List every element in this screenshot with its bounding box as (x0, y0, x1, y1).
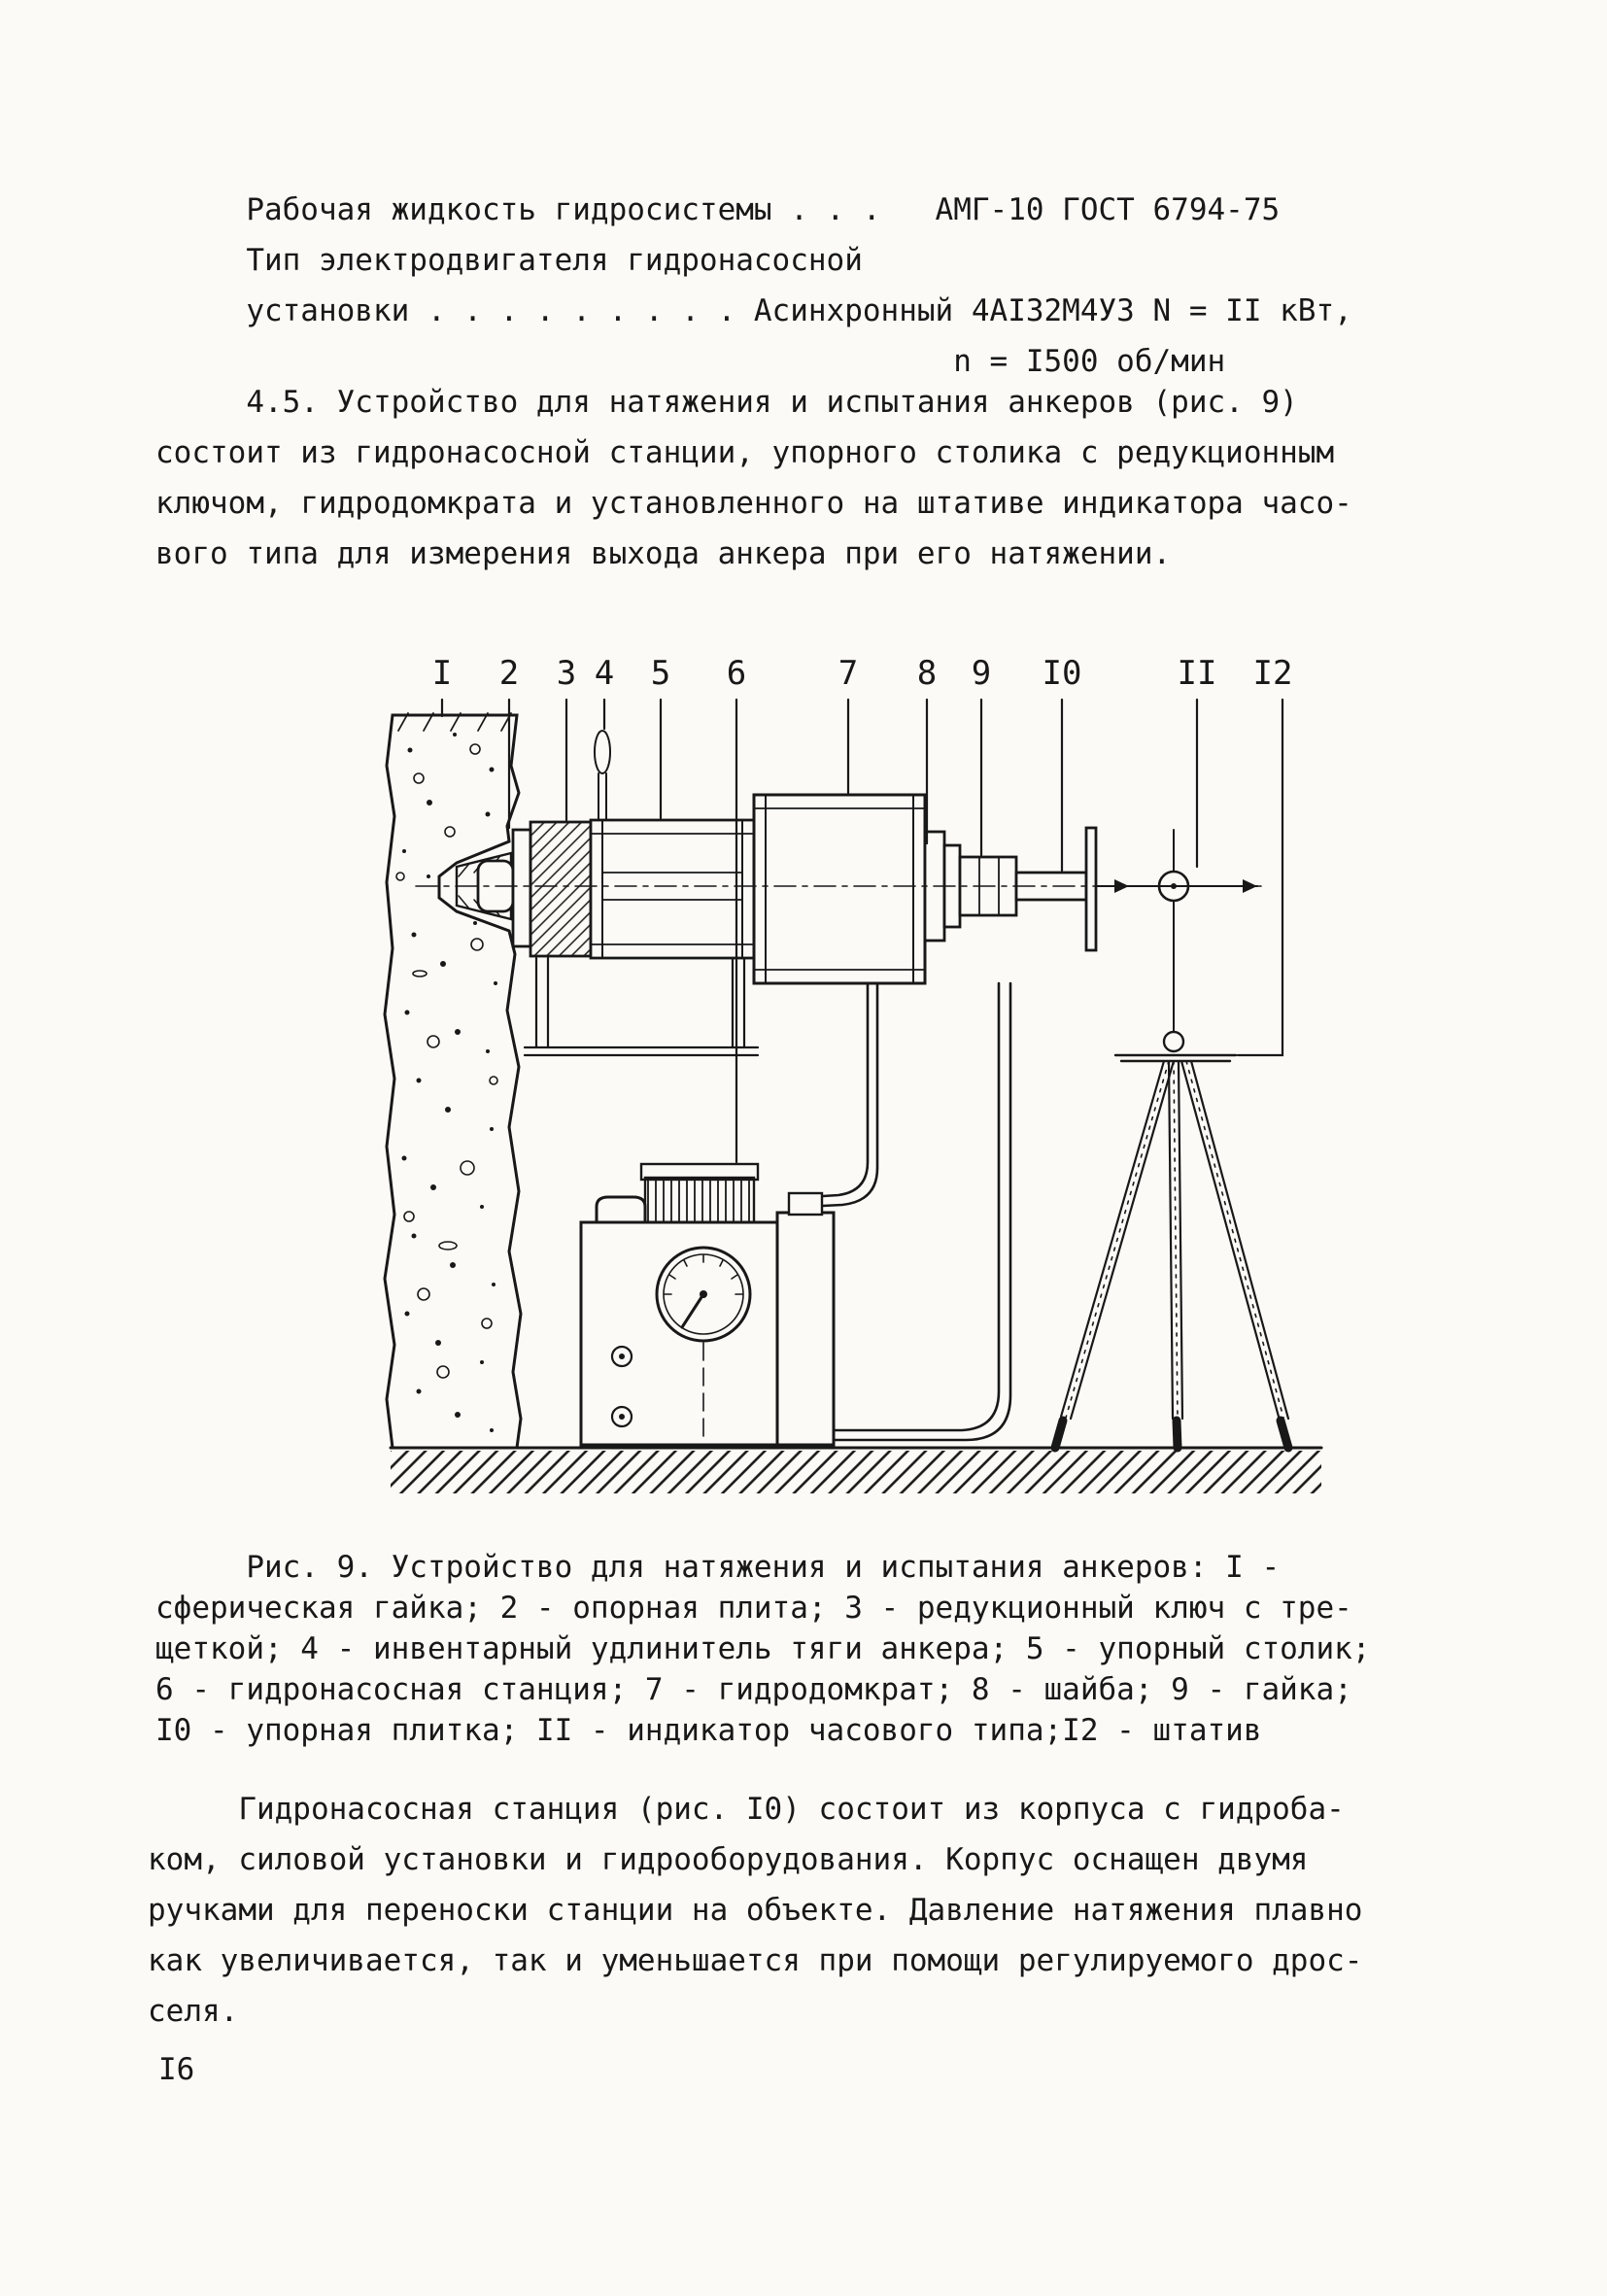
text-line: Рабочая жидкость гидросистемы . . . АМГ-10 ГОСТ 6794-75 (155, 192, 1281, 227)
thrust-plate (1086, 828, 1096, 950)
hydraulic-jack (754, 795, 944, 983)
callout-1: I (431, 654, 453, 693)
reduction-wrench (530, 822, 591, 956)
text-line: установки . . . . . . . . . Асинхронный 4АI32М4УЗ N = II кВт, (155, 293, 1352, 328)
text-line: ручками для переноски станции на объекте. Давление натяжения плавно (148, 1893, 1363, 1928)
text-line: n = I500 об/мин (155, 344, 1226, 379)
text-line: Гидронасосная станция (рис. I0) состоит из корпуса с гидроба- (148, 1792, 1345, 1827)
tripod (1055, 901, 1288, 1448)
concrete-wall (385, 713, 521, 1448)
hydraulic-hose (823, 983, 868, 1196)
text-line: щеткой; 4 - инвентарный удлинитель тяги анкера; 5 - упорный столик; (155, 1631, 1371, 1666)
tripod-legs (1061, 1061, 1288, 1419)
callout-11: II (1177, 654, 1217, 693)
callout-6: 6 (726, 654, 747, 693)
support-table-legs (525, 958, 758, 1055)
motor-ribs (645, 1178, 754, 1222)
dial-indicator (1159, 830, 1188, 901)
callout-8: 8 (916, 654, 938, 693)
text-line: I0 - упорная плитка; II - индикатор часового типа;I2 - штатив (155, 1713, 1262, 1748)
callout-7: 7 (838, 654, 859, 693)
text-line: 6 - гидронасосная станция; 7 - гидродомкрат; 8 - шайба; 9 - гайка; (155, 1672, 1352, 1707)
carry-handle (597, 1197, 645, 1222)
figure-9-diagram (0, 622, 1607, 1535)
text-line: Рис. 9. Устройство для натяжения и испытания анкеров: I - (155, 1550, 1281, 1585)
ground-hatch (391, 1448, 1321, 1493)
figure-callout-numbers (432, 654, 1293, 693)
callout-9: 9 (971, 654, 992, 693)
oil-tank (777, 1213, 834, 1445)
text-line: сферическая гайка; 2 - опорная плита; 3 - редукционный ключ с тре- (155, 1591, 1352, 1626)
paragraph-4-5 (155, 377, 1352, 579)
text-line: вого типа для измерения выхода анкера при его натяжении. (155, 536, 1172, 571)
text-line: селя. (148, 1994, 239, 2029)
text-line: состоит из гидронасосной станции, упорного столика с редукционным (155, 435, 1335, 470)
text-line: Тип электродвигателя гидронасосной (155, 243, 863, 278)
callout-10: I0 (1042, 654, 1082, 693)
hydraulic-hose-return (828, 983, 999, 1430)
paragraph-pump-station (148, 1784, 1362, 2037)
text-line: ключом, гидродомкрата и установленного на штативе индикатора часо- (155, 486, 1352, 521)
text-line: 4.5. Устройство для натяжения и испытания анкеров (рис. 9) (155, 385, 1298, 420)
thrust-table (591, 820, 754, 958)
pressure-gauge (657, 1248, 750, 1341)
callout-2: 2 (498, 654, 520, 693)
page-number: I6 (158, 2052, 195, 2087)
ratchet-handle (595, 731, 610, 822)
callout-12: I2 (1252, 654, 1293, 693)
pump-station (581, 983, 1010, 1445)
tripod-feet (1055, 1421, 1288, 1448)
text-line: ком, силовой установки и гидрооборудования. Корпус оснащен двумя (148, 1842, 1309, 1877)
tripod-head (1164, 1032, 1183, 1051)
figure-caption (155, 1547, 1370, 1751)
text-line: как увеличивается, так и уменьшается при помощи регулируемого дрос- (148, 1943, 1363, 1978)
callout-3: 3 (556, 654, 577, 693)
bearing-plate (513, 830, 530, 946)
callout-5: 5 (650, 654, 671, 693)
spec-list (155, 185, 1352, 387)
tank-cap (789, 1193, 822, 1215)
callout-4: 4 (594, 654, 615, 693)
